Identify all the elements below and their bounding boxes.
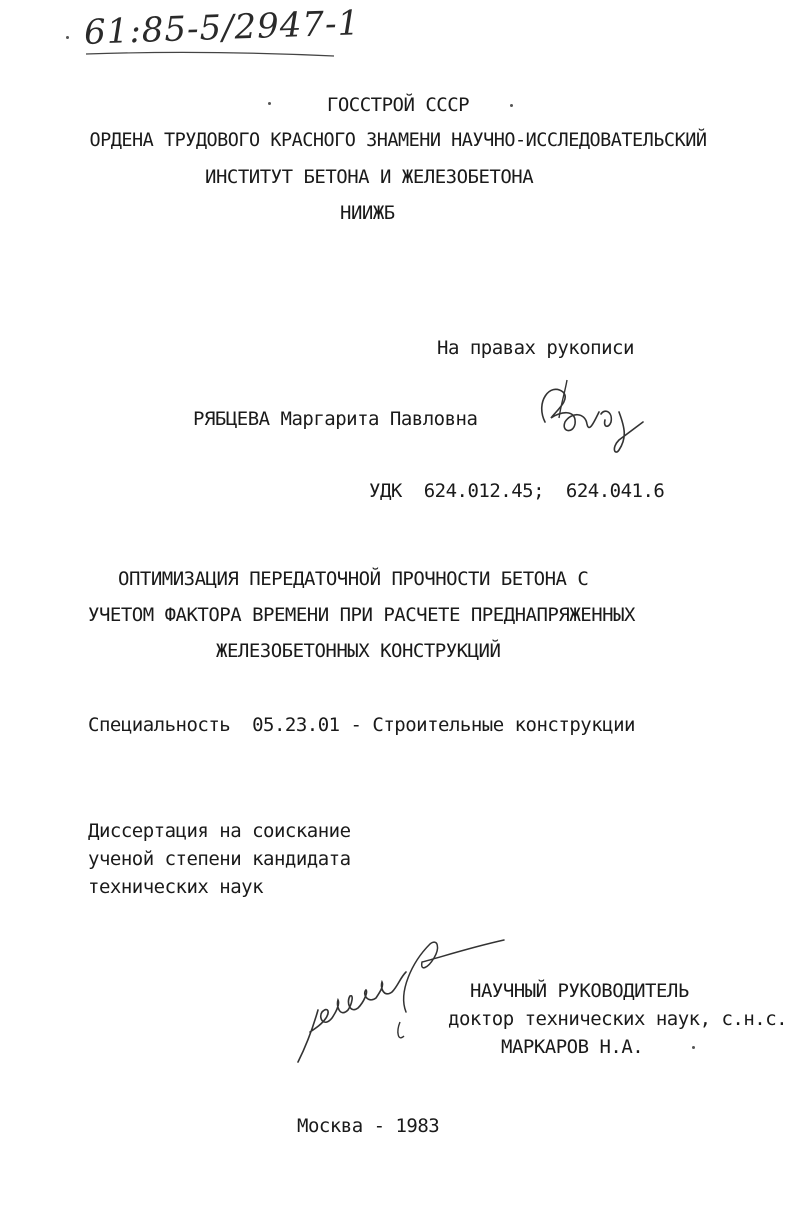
- dissertation-title-line-1: ОПТИМИЗАЦИЯ ПЕРЕДАТОЧНОЙ ПРОЧНОСТИ БЕТОНА С: [118, 568, 589, 590]
- institute-abbreviation: НИИЖБ: [340, 202, 395, 224]
- city-year: Москва - 1983: [297, 1115, 440, 1137]
- degree-line-1: Диссертация на соискание: [88, 820, 351, 842]
- institute-name-line-1: ОРДЕНА ТРУДОВОГО КРАСНОГО ЗНАМЕНИ НАУЧНО-ИССЛЕДОВАТЕЛЬСКИЙ: [89, 130, 707, 151]
- archive-mark: 61:85-5/2947-1: [83, 3, 361, 53]
- manuscript-note: На правах рукописи: [437, 337, 634, 359]
- organization-name: ГОССТРОЙ СССР: [326, 94, 470, 116]
- margin-dot: [66, 36, 69, 39]
- archive-mark-underline: [84, 48, 344, 78]
- supervisor-signature: [288, 932, 518, 1072]
- author-signature: [515, 372, 655, 462]
- degree-line-2: ученой степени кандидата: [88, 848, 351, 870]
- degree-line-3: технических наук: [88, 876, 264, 898]
- supervisor-degree: доктор технических наук, с.н.с.: [448, 1008, 788, 1030]
- margin-dot: [692, 1046, 695, 1049]
- institute-name-line-2: ИНСТИТУТ БЕТОНА И ЖЕЛЕЗОБЕТОНА: [205, 166, 534, 188]
- udc-code: УДК 624.012.45; 624.041.6: [369, 480, 665, 502]
- supervisor-name: МАРКАРОВ Н.А.: [501, 1036, 644, 1058]
- supervisor-heading: НАУЧНЫЙ РУКОВОДИТЕЛЬ: [470, 980, 689, 1002]
- specialty-line: Специальность 05.23.01 - Строительные конструкции: [88, 714, 635, 736]
- author-name: РЯБЦЕВА Маргарита Павловна: [193, 408, 478, 430]
- dissertation-title-line-3: ЖЕЛЕЗОБЕТОННЫХ КОНСТРУКЦИЙ: [216, 640, 501, 662]
- dissertation-title-line-2: УЧЕТОМ ФАКТОРА ВРЕМЕНИ ПРИ РАСЧЕТЕ ПРЕДНАПРЯЖЕННЫХ: [88, 604, 635, 626]
